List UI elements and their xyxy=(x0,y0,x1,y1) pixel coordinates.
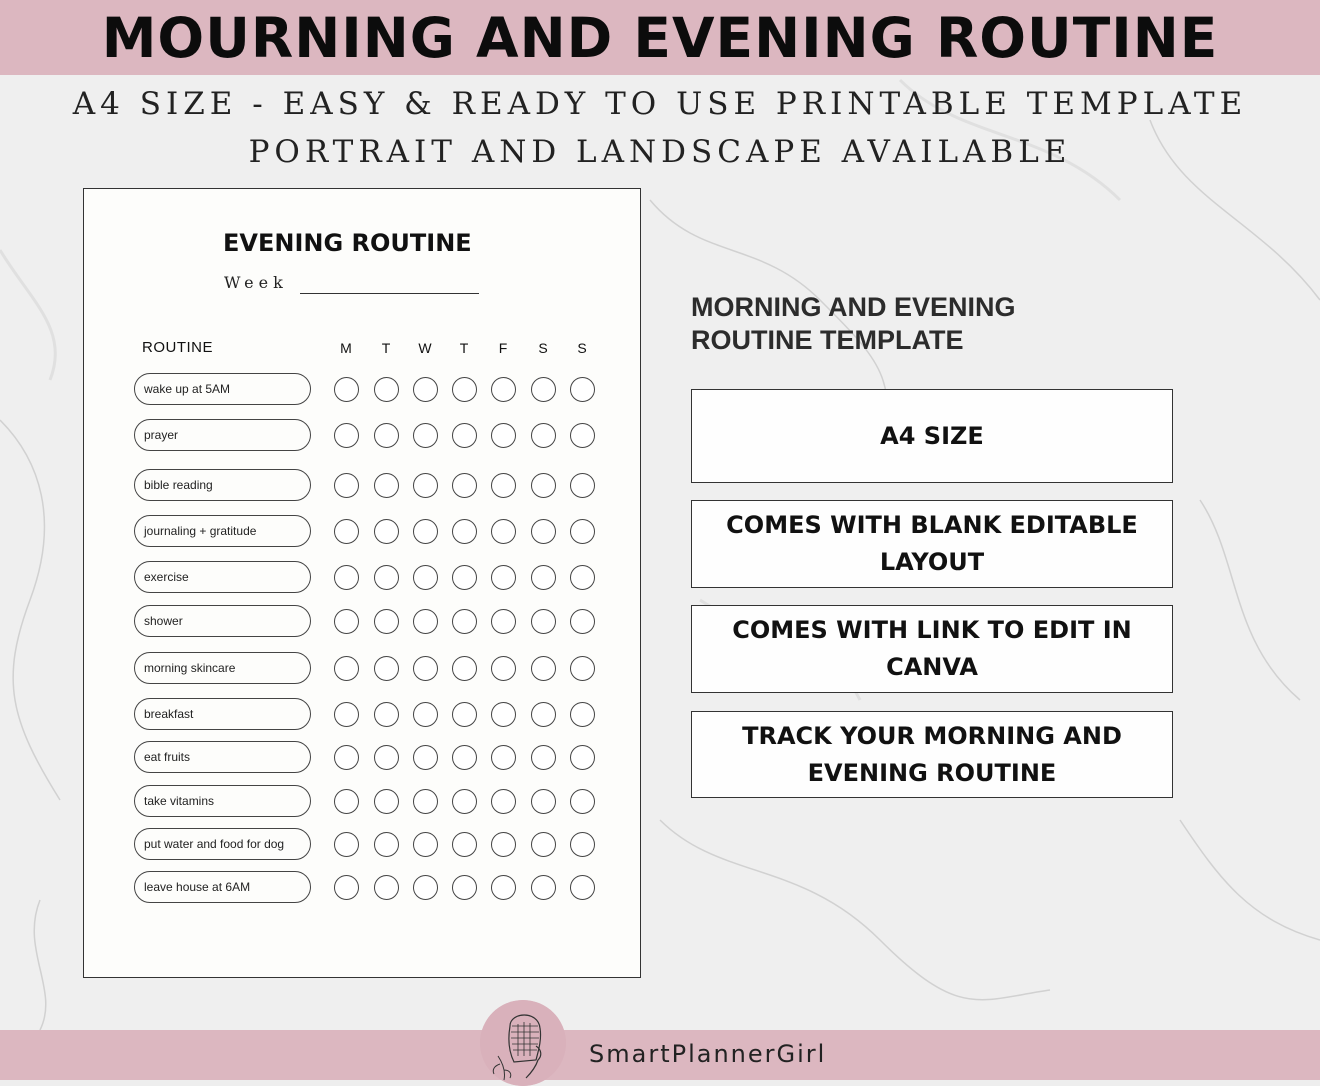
checkbox-circle[interactable] xyxy=(570,832,595,857)
routine-task-label: shower xyxy=(134,605,311,637)
checkbox-circle[interactable] xyxy=(491,656,516,681)
routine-column-header: ROUTINE xyxy=(142,339,213,356)
checkbox-circle[interactable] xyxy=(452,745,477,770)
checkbox-circle[interactable] xyxy=(334,745,359,770)
checkbox-circle[interactable] xyxy=(570,565,595,590)
week-underline xyxy=(300,293,479,294)
checkbox-circle[interactable] xyxy=(491,473,516,498)
checkbox-circle[interactable] xyxy=(491,702,516,727)
checkbox-circle[interactable] xyxy=(413,473,438,498)
routine-task-label: journaling + gratitude xyxy=(134,515,311,547)
checkbox-circle[interactable] xyxy=(413,519,438,544)
checkbox-circle[interactable] xyxy=(334,789,359,814)
sheet-title: EVENING ROUTINE xyxy=(223,229,472,257)
checkbox-circle[interactable] xyxy=(570,377,595,402)
subtitle-line-1: A4 SIZE - EASY & READY TO USE PRINTABLE TEMPLATE xyxy=(72,86,1248,122)
checkbox-circle[interactable] xyxy=(334,875,359,900)
checkbox-circle[interactable] xyxy=(531,875,556,900)
checkbox-circle[interactable] xyxy=(334,609,359,634)
checkbox-circle[interactable] xyxy=(374,609,399,634)
checkbox-circle[interactable] xyxy=(452,609,477,634)
routine-task-label: eat fruits xyxy=(134,741,311,773)
checkbox-circle[interactable] xyxy=(334,377,359,402)
checkbox-circle[interactable] xyxy=(491,789,516,814)
day-header: S xyxy=(538,340,548,356)
feature-text: COMES WITH BLANK EDITABLE LAYOUT xyxy=(726,511,1138,576)
checkbox-circle[interactable] xyxy=(452,565,477,590)
routine-sheet-preview xyxy=(83,188,641,978)
checkbox-circle[interactable] xyxy=(413,609,438,634)
checkbox-circle[interactable] xyxy=(452,423,477,448)
checkbox-circle[interactable] xyxy=(413,875,438,900)
brand-logo xyxy=(480,1000,566,1086)
checkbox-circle[interactable] xyxy=(531,519,556,544)
day-header: T xyxy=(459,340,469,356)
checkbox-circle[interactable] xyxy=(413,832,438,857)
checkbox-circle[interactable] xyxy=(334,565,359,590)
routine-task-label: breakfast xyxy=(134,698,311,730)
checkbox-circle[interactable] xyxy=(374,875,399,900)
checkbox-circle[interactable] xyxy=(531,377,556,402)
checkbox-circle[interactable] xyxy=(531,832,556,857)
checkbox-circle[interactable] xyxy=(491,745,516,770)
checkbox-circle[interactable] xyxy=(491,875,516,900)
checkbox-circle[interactable] xyxy=(570,702,595,727)
checkbox-circle[interactable] xyxy=(531,789,556,814)
routine-task-label: take vitamins xyxy=(134,785,311,817)
checkbox-circle[interactable] xyxy=(334,473,359,498)
routine-task-label: prayer xyxy=(134,419,311,451)
checkbox-circle[interactable] xyxy=(452,832,477,857)
main-title: MOURNING AND EVENING ROUTINE xyxy=(101,6,1219,70)
checkbox-circle[interactable] xyxy=(334,702,359,727)
day-header: S xyxy=(577,340,587,356)
checkbox-circle[interactable] xyxy=(570,609,595,634)
checkbox-circle[interactable] xyxy=(570,423,595,448)
routine-task-label: exercise xyxy=(134,561,311,593)
checkbox-circle[interactable] xyxy=(531,656,556,681)
checkbox-circle[interactable] xyxy=(374,565,399,590)
day-header: M xyxy=(340,340,352,356)
checkbox-circle[interactable] xyxy=(531,565,556,590)
checkbox-circle[interactable] xyxy=(570,745,595,770)
day-header: W xyxy=(418,340,432,356)
checkbox-circle[interactable] xyxy=(334,519,359,544)
routine-task-label: morning skincare xyxy=(134,652,311,684)
checkbox-circle[interactable] xyxy=(374,832,399,857)
checkbox-circle[interactable] xyxy=(334,656,359,681)
checkbox-circle[interactable] xyxy=(374,656,399,681)
checkbox-circle[interactable] xyxy=(374,377,399,402)
checkbox-circle[interactable] xyxy=(452,789,477,814)
checkbox-circle[interactable] xyxy=(334,832,359,857)
feature-box xyxy=(691,500,1173,588)
feature-text: TRACK YOUR MORNING AND EVENING ROUTINE xyxy=(742,721,1122,787)
checkbox-circle[interactable] xyxy=(452,519,477,544)
subtitle-line-2: PORTRAIT AND LANDSCAPE AVAILABLE xyxy=(248,134,1072,170)
checkbox-circle[interactable] xyxy=(452,875,477,900)
checkbox-circle[interactable] xyxy=(570,656,595,681)
checkbox-circle[interactable] xyxy=(413,656,438,681)
checkbox-circle[interactable] xyxy=(491,377,516,402)
routine-task-label: wake up at 5AM xyxy=(134,373,311,405)
feature-box xyxy=(691,605,1173,693)
routine-task-label: leave house at 6AM xyxy=(134,871,311,903)
checkbox-circle[interactable] xyxy=(531,423,556,448)
checkbox-circle[interactable] xyxy=(531,609,556,634)
checkbox-circle[interactable] xyxy=(531,473,556,498)
checkbox-circle[interactable] xyxy=(570,519,595,544)
checkbox-circle[interactable] xyxy=(452,702,477,727)
checkbox-circle[interactable] xyxy=(374,423,399,448)
routine-task-label: bible reading xyxy=(134,469,311,501)
day-header: F xyxy=(498,340,508,356)
checkbox-circle[interactable] xyxy=(413,745,438,770)
checkbox-circle[interactable] xyxy=(491,609,516,634)
checkbox-circle[interactable] xyxy=(374,473,399,498)
checkbox-circle[interactable] xyxy=(452,377,477,402)
checkbox-circle[interactable] xyxy=(413,377,438,402)
info-heading: MORNING AND EVENING ROUTINE TEMPLATE xyxy=(691,292,1016,355)
checkbox-circle[interactable] xyxy=(452,656,477,681)
checkbox-circle[interactable] xyxy=(491,423,516,448)
checkbox-circle[interactable] xyxy=(413,702,438,727)
feature-box xyxy=(691,389,1173,483)
woman-portrait-icon xyxy=(480,1000,566,1086)
checkbox-circle[interactable] xyxy=(413,423,438,448)
checkbox-circle[interactable] xyxy=(374,745,399,770)
checkbox-circle[interactable] xyxy=(374,702,399,727)
checkbox-circle[interactable] xyxy=(491,832,516,857)
checkbox-circle[interactable] xyxy=(570,875,595,900)
brand-name: SmartPlannerGirl xyxy=(589,1040,827,1068)
checkbox-circle[interactable] xyxy=(374,789,399,814)
checkbox-circle[interactable] xyxy=(491,565,516,590)
checkbox-circle[interactable] xyxy=(531,702,556,727)
checkbox-circle[interactable] xyxy=(413,565,438,590)
day-header: T xyxy=(381,340,391,356)
routine-task-label: put water and food for dog xyxy=(134,828,311,860)
feature-box xyxy=(691,711,1173,798)
checkbox-circle[interactable] xyxy=(334,423,359,448)
checkbox-circle[interactable] xyxy=(531,745,556,770)
checkbox-circle[interactable] xyxy=(570,789,595,814)
checkbox-circle[interactable] xyxy=(374,519,399,544)
checkbox-circle[interactable] xyxy=(452,473,477,498)
checkbox-circle[interactable] xyxy=(491,519,516,544)
feature-text: COMES WITH LINK TO EDIT IN CANVA xyxy=(732,616,1132,681)
checkbox-circle[interactable] xyxy=(570,473,595,498)
week-label: Week xyxy=(224,273,288,292)
checkbox-circle[interactable] xyxy=(413,789,438,814)
feature-text: A4 SIZE xyxy=(880,421,984,450)
